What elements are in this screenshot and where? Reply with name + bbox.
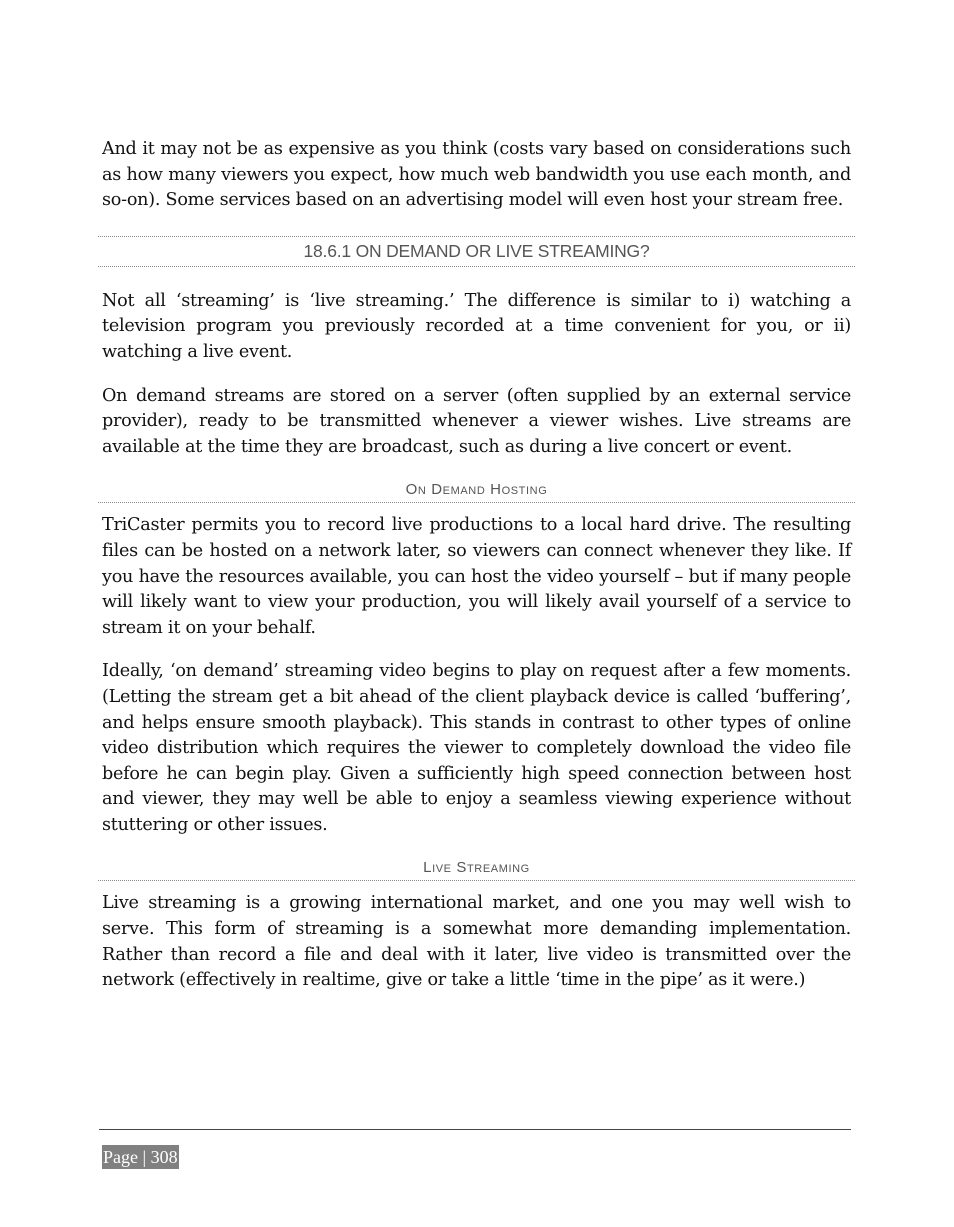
paragraph-live-streaming: Live streaming is a growing international market, and one you may well wish to serve. This form of streaming is a somewhat more demanding implementation. Rather than record a file and deal with it later, live video is transmitted over the network (effectively in realtime, give or take a little ‘time in the pipe’ as it were.): [102, 893, 851, 991]
subheading-live-streaming: Live Streaming: [98, 856, 855, 881]
page-content: [102, 137, 851, 1012]
paragraph-buffering: Ideally, ‘on demand’ streaming video begins to play on request after a few moments. (Letting the stream get a bit ahead of the client playback device is called ‘buffering’, and helps ensure smooth playback). This stands in contrast to other types of online video distribution which requires the viewer to completely download the video file before he can begin play. Given a sufficiently high speed connection between host and viewer, they may well be able to enjoy a seamless viewing experience without stuttering or other issues.: [102, 661, 851, 835]
subheading-on-demand-hosting: On Demand Hosting: [98, 478, 855, 503]
footer-rule: [99, 1129, 851, 1130]
paragraph-streaming-difference: Not all ‘streaming’ is ‘live streaming.’ The difference is similar to i) watching a television program you previously recorded at a time convenient for you, or ii) watching a live event.: [102, 290, 851, 362]
paragraph-tricaster-record: TriCaster permits you to record live productions to a local hard drive. The resulting files can be hosted on a network later, so viewers can connect whenever they like. If you have the resources available, you can host the video yourself – but if many people will likely want to view your production, you will likely avail yourself of a service to stream it on your behalf.: [102, 515, 851, 638]
page-number-label: Page | 308: [103, 1147, 178, 1167]
paragraph-cost: And it may not be as expensive as you think (costs vary based on considerations such as how many viewers you expect, how much web bandwidth you use each month, and so-on). Some services based on an advertising model will even host your stream free.: [102, 139, 851, 211]
section-heading: 18.6.1 ON DEMAND OR LIVE STREAMING?: [98, 236, 855, 267]
paragraph-on-demand-vs-live: On demand streams are stored on a server (often supplied by an external service provider), ready to be transmitted whenever a viewer wishes. Live streams are available at the time they are broadcast, such as during a live concert or event.: [102, 385, 851, 457]
